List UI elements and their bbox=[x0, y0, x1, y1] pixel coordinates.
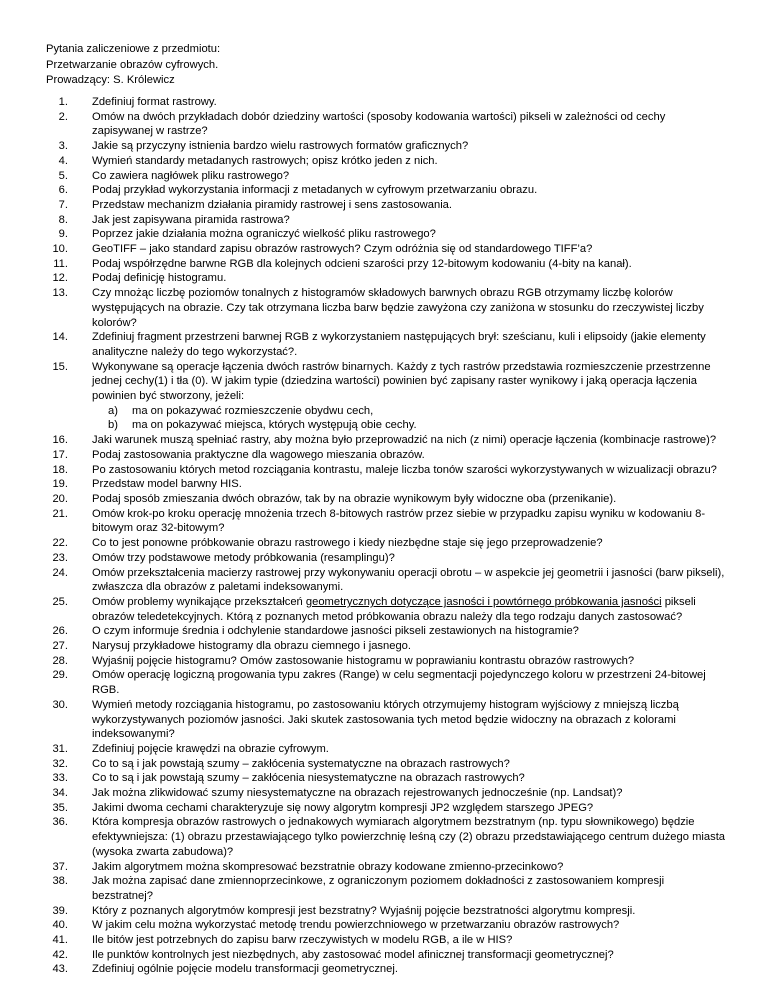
question-item bbox=[46, 433, 726, 448]
question-text: Czy mnożąc liczbę poziomów tonalnych z histogramów składowych barwnych obrazu RGB otrzymamy liczbę kolorów występujących na obrazie. Czy tak otrzymana liczba barw będzie zawyżona czy zaniżona w stosunku do rzeczywistej liczby kolorów? bbox=[92, 287, 704, 329]
question-number: 27. bbox=[52, 640, 68, 653]
question-text: Omów operację logiczną progowania typu zakres (Range) w celu segmentacji pojedynczego koloru w przestrzeni 24-bitowej RGB. bbox=[92, 669, 706, 697]
question-item bbox=[46, 639, 726, 654]
question-list bbox=[46, 95, 726, 977]
question-number: 18. bbox=[52, 463, 68, 476]
question-text: Omów trzy podstawowe metody próbkowania (resamplingu)? bbox=[92, 551, 395, 564]
question-number: 3. bbox=[58, 140, 68, 153]
question-number: 9. bbox=[58, 228, 68, 241]
question-text: Poprzez jakie działania można ograniczyć wielkość pliku rastrowego? bbox=[92, 228, 436, 241]
question-item bbox=[46, 962, 726, 977]
question-number: 11. bbox=[53, 257, 68, 270]
question-text: Podaj współrzędne barwne RGB dla kolejnych odcieni szarości przy 12-bitowym kodowaniu (4-bity na kanał). bbox=[92, 257, 632, 270]
question-number: 21. bbox=[52, 507, 68, 520]
question-text: Podaj definicję histogramu. bbox=[92, 272, 227, 285]
question-text: Zdefiniuj format rastrowy. bbox=[92, 96, 217, 108]
question-number: 30. bbox=[52, 698, 68, 711]
question-number: 40. bbox=[52, 919, 68, 932]
question-text: Po zastosowaniu których metod rozciągania kontrastu, maleje liczba tonów szarości wykorzystywanych w wizualizacji obrazu? bbox=[92, 463, 717, 476]
question-item bbox=[46, 242, 726, 257]
question-text-part: Omów problemy wynikające przekształceń bbox=[92, 595, 306, 608]
question-item bbox=[46, 786, 726, 801]
question-item bbox=[46, 110, 726, 139]
question-item bbox=[46, 948, 726, 963]
question-text: Podaj sposób zmieszania dwóch obrazów, tak by na obrazie wynikowym były widoczne oba (przenikanie). bbox=[92, 492, 617, 505]
question-number: 12. bbox=[52, 272, 68, 285]
question-item bbox=[46, 271, 726, 286]
question-text: Co to są i jak powstają szumy – zakłócenia niesystematyczne na obrazach rastrowych? bbox=[92, 772, 525, 785]
question-text: Narysuj przykładowe histogramy dla obrazu ciemnego i jasnego. bbox=[92, 640, 412, 653]
question-text: Wykonywane są operacje łączenia dwóch rastrów binarnych. Każdy z tych rastrów przedstawia rozmieszczenie przestrzenne jednej cechy(1) i tła (0). W jakim typie (dziedzina wartości) powinien być zapisany raster wynikowy i jaką operacja łączenia powinien być stworzony, jeżeli: bbox=[92, 360, 711, 403]
question-number: 4. bbox=[58, 154, 68, 167]
question-text: Podaj przykład wykorzystania informacji z metadanych w cyfrowym przetwarzaniu obrazu. bbox=[92, 184, 538, 197]
question-number: 32. bbox=[52, 757, 68, 770]
header-line-course-name: Przetwarzanie obrazów cyfrowych. bbox=[46, 58, 219, 71]
question-item bbox=[46, 595, 726, 624]
question-number: 26. bbox=[52, 625, 68, 638]
question-text: Podaj zastosowania praktyczne dla wagowego mieszania obrazów. bbox=[92, 448, 425, 461]
question-text: Przedstaw model barwny HIS. bbox=[92, 478, 242, 491]
question-number: 1. bbox=[58, 96, 68, 108]
question-number: 38. bbox=[52, 875, 68, 888]
question-number: 34. bbox=[52, 787, 68, 800]
question-item bbox=[46, 169, 726, 184]
question-text: Jak jest zapisywana piramida rastrowa? bbox=[92, 213, 290, 226]
question-item bbox=[46, 815, 726, 859]
question-number: 39. bbox=[52, 904, 68, 917]
question-text: Zdefiniuj ogólnie pojęcie modelu transformacji geometrycznej. bbox=[92, 963, 398, 976]
underlined-phrase: geometrycznych dotyczące jasności i powtórnego próbkowania jasności bbox=[305, 595, 662, 608]
question-item bbox=[46, 904, 726, 919]
question-number: 28. bbox=[52, 654, 68, 667]
question-item bbox=[46, 492, 726, 507]
question-number: 17. bbox=[52, 448, 68, 461]
question-number: 7. bbox=[58, 198, 68, 211]
question-text: Jakim algorytmem można skompresować bezstratnie obrazy kodowane zmienno-przecinkowo? bbox=[92, 860, 564, 873]
question-item bbox=[46, 330, 726, 359]
question-number: 41. bbox=[52, 934, 68, 947]
question-item bbox=[46, 551, 726, 566]
header-line-lecturer: Prowadzący: S. Królewicz bbox=[46, 74, 175, 86]
question-text: Wyjaśnij pojęcie histogramu? Omów zastosowanie histogramu w poprawianiu kontrastu obrazów rastrowych? bbox=[92, 654, 635, 667]
question-number: 16. bbox=[52, 434, 68, 447]
question-number: 43. bbox=[52, 963, 68, 976]
question-number: 8. bbox=[58, 213, 68, 226]
question-text: Co zawiera nagłówek pliku rastrowego? bbox=[92, 169, 290, 182]
header-line-course-intro: Pytania zaliczeniowe z przedmiotu: bbox=[46, 43, 221, 55]
question-text: Wymień metody rozciągania histogramu, po zastosowaniu których otrzymujemy histogram wyjściowy z mniejszą liczbą wykorzystywanych poziomów jasności. Jaki skutek zastosowania tych metod będzie widoczny na obrazach z kolorami indeksowanymi? bbox=[92, 698, 679, 741]
question-item bbox=[46, 154, 726, 169]
question-number: 6. bbox=[58, 184, 68, 197]
question-number: 13. bbox=[52, 287, 68, 300]
question-number: 23. bbox=[52, 551, 68, 564]
sub-question-item bbox=[104, 418, 726, 433]
question-item bbox=[46, 448, 726, 463]
question-item bbox=[46, 874, 726, 903]
question-item bbox=[46, 463, 726, 478]
question-text: Co to są i jak powstają szumy – zakłócenia systematyczne na obrazach rastrowych? bbox=[92, 757, 510, 770]
question-text: Wymień standardy metadanych rastrowych; opisz krótko jeden z nich. bbox=[92, 154, 438, 167]
question-item bbox=[46, 860, 726, 875]
question-number: 14. bbox=[52, 331, 68, 344]
question-number: 29. bbox=[52, 669, 68, 682]
question-text-part: pikseli obrazów teledetekcyjnych. Którą z poznanych metod próbkowania obrazu należy dla tego rodzaju danych zastosować? bbox=[92, 595, 696, 623]
question-text: Jaki warunek muszą spełniać rastry, aby można było przeprowadzić na nich (z nimi) operacje łączenia (kombinacje rastrowe)? bbox=[92, 434, 717, 447]
question-text: Jak można zlikwidować szumy niesystematyczne na obrazach rejestrowanych jednocześnie (np. Landsat)? bbox=[92, 787, 623, 800]
question-number: 37. bbox=[52, 860, 68, 873]
question-item bbox=[46, 771, 726, 786]
question-text: Która kompresja obrazów rastrowych o jednakowych wymiarach algorytmem bezstratnym (np. typu słownikowego) będzie efektywniejsza: (1) obrazu przestawiającego tylko powierzchnię leśną czy (2) obrazu przedstawiającego centrum dużego miasta (wysoka zwarta zabudowa)? bbox=[92, 816, 726, 858]
question-item bbox=[46, 933, 726, 948]
question-number: 24. bbox=[52, 566, 68, 579]
question-text: Omów na dwóch przykładach dobór dziedziny wartości (sposoby kodowania wartości) pikseli w zależności od cechy zapisywanej w rastrze? bbox=[92, 110, 666, 138]
question-text: Jakie są przyczyny istnienia bardzo wielu rastrowych formatów graficznych? bbox=[92, 140, 469, 153]
question-item bbox=[46, 227, 726, 242]
question-item bbox=[46, 742, 726, 757]
question-item bbox=[46, 95, 726, 110]
question-number: 22. bbox=[52, 537, 68, 550]
question-text: W jakim celu można wykorzystać metodę trendu powierzchniowego w przetwarzaniu obrazów rastrowych? bbox=[92, 919, 620, 932]
question-number: 33. bbox=[52, 772, 68, 785]
question-text: Ile punktów kontrolnych jest niezbędnych, aby zastosować model afinicznej transformacji geometrycznej? bbox=[92, 948, 614, 961]
question-text: Przedstaw mechanizm działania piramidy rastrowej i sens zastosowania. bbox=[92, 198, 453, 211]
question-number: 2. bbox=[58, 110, 68, 123]
sub-question-letter: a) bbox=[108, 404, 118, 417]
question-item bbox=[46, 654, 726, 669]
question-text: Ile bitów jest potrzebnych do zapisu barw rzeczywistych w modelu RGB, a ile w HIS? bbox=[92, 934, 513, 947]
question-item bbox=[46, 257, 726, 272]
sub-question-list bbox=[92, 404, 726, 433]
question-item bbox=[46, 360, 726, 434]
question-item bbox=[46, 139, 726, 154]
sub-question-text: ma on pokazywać rozmieszczenie obydwu cech, bbox=[132, 404, 374, 417]
question-text bbox=[92, 596, 696, 623]
question-number: 10. bbox=[52, 243, 68, 256]
question-text: Zdefiniuj fragment przestrzeni barwnej RGB z wykorzystaniem następujących brył: sześcianu, kuli i elipsoidy (jakie elementy analityczne należy do tego wykorzystać?. bbox=[92, 331, 706, 358]
question-text: Omów krok-po kroku operację mnożenia trzech 8-bitowych rastrów przez siebie w przypadku zapisu wyniku w kodowaniu 8-bitowym oraz 32-bitowym? bbox=[92, 507, 706, 535]
question-number: 36. bbox=[52, 816, 68, 829]
question-item bbox=[46, 286, 726, 330]
sub-question-letter: b) bbox=[108, 419, 118, 432]
question-item bbox=[46, 918, 726, 933]
question-item bbox=[46, 801, 726, 816]
sub-question-text: ma on pokazywać miejsca, których występują obie cechy. bbox=[132, 419, 417, 432]
question-number: 35. bbox=[52, 801, 68, 814]
question-text: GeoTIFF – jako standard zapisu obrazów rastrowych? Czym odróżnia się od standardowego TIFF’a? bbox=[92, 243, 593, 256]
question-item bbox=[46, 198, 726, 213]
question-item bbox=[46, 624, 726, 639]
question-text: Który z poznanych algorytmów kompresji jest bezstratny? Wyjaśnij pojęcie bezstratności algorytmu kompresji. bbox=[92, 904, 636, 917]
question-item bbox=[46, 536, 726, 551]
question-text: O czym informuje średnia i odchylenie standardowe jasności pikseli zestawionych na histogramie? bbox=[92, 625, 579, 638]
question-item bbox=[46, 183, 726, 198]
question-text: Jakimi dwoma cechami charakteryzuje się nowy algorytm kompresji JP2 względem starszego JPEG? bbox=[92, 801, 594, 814]
question-item bbox=[46, 507, 726, 536]
question-item bbox=[46, 566, 726, 595]
question-number: 15. bbox=[52, 360, 68, 373]
question-item bbox=[46, 698, 726, 742]
question-number: 20. bbox=[52, 492, 68, 505]
question-text: Omów przekształcenia macierzy rastrowej przy wykonywaniu operacji obrotu – w aspekcie jej geometrii i jasności (barw pikseli), zwłaszcza dla obrazów z paletami indeksowanymi. bbox=[92, 566, 725, 594]
question-text: Jak można zapisać dane zmiennoprzecinkowe, z ograniczonym poziomem dokładności z zastosowaniem kompresji bezstratnej? bbox=[92, 875, 665, 902]
question-item bbox=[46, 757, 726, 772]
document-header bbox=[46, 42, 220, 89]
question-item bbox=[46, 213, 726, 228]
question-text: Zdefiniuj pojęcie krawędzi na obrazie cyfrowym. bbox=[92, 742, 329, 755]
question-item bbox=[46, 477, 726, 492]
question-item bbox=[46, 668, 726, 697]
question-number: 25. bbox=[52, 595, 68, 608]
question-number: 5. bbox=[58, 169, 68, 182]
question-number: 42. bbox=[52, 948, 68, 961]
question-number: 19. bbox=[52, 478, 68, 491]
question-number: 31. bbox=[52, 742, 68, 755]
sub-question-item bbox=[104, 404, 726, 419]
question-text: Co to jest ponowne próbkowanie obrazu rastrowego i kiedy niezbędne staje się jego przeprowadzenie? bbox=[92, 537, 603, 550]
